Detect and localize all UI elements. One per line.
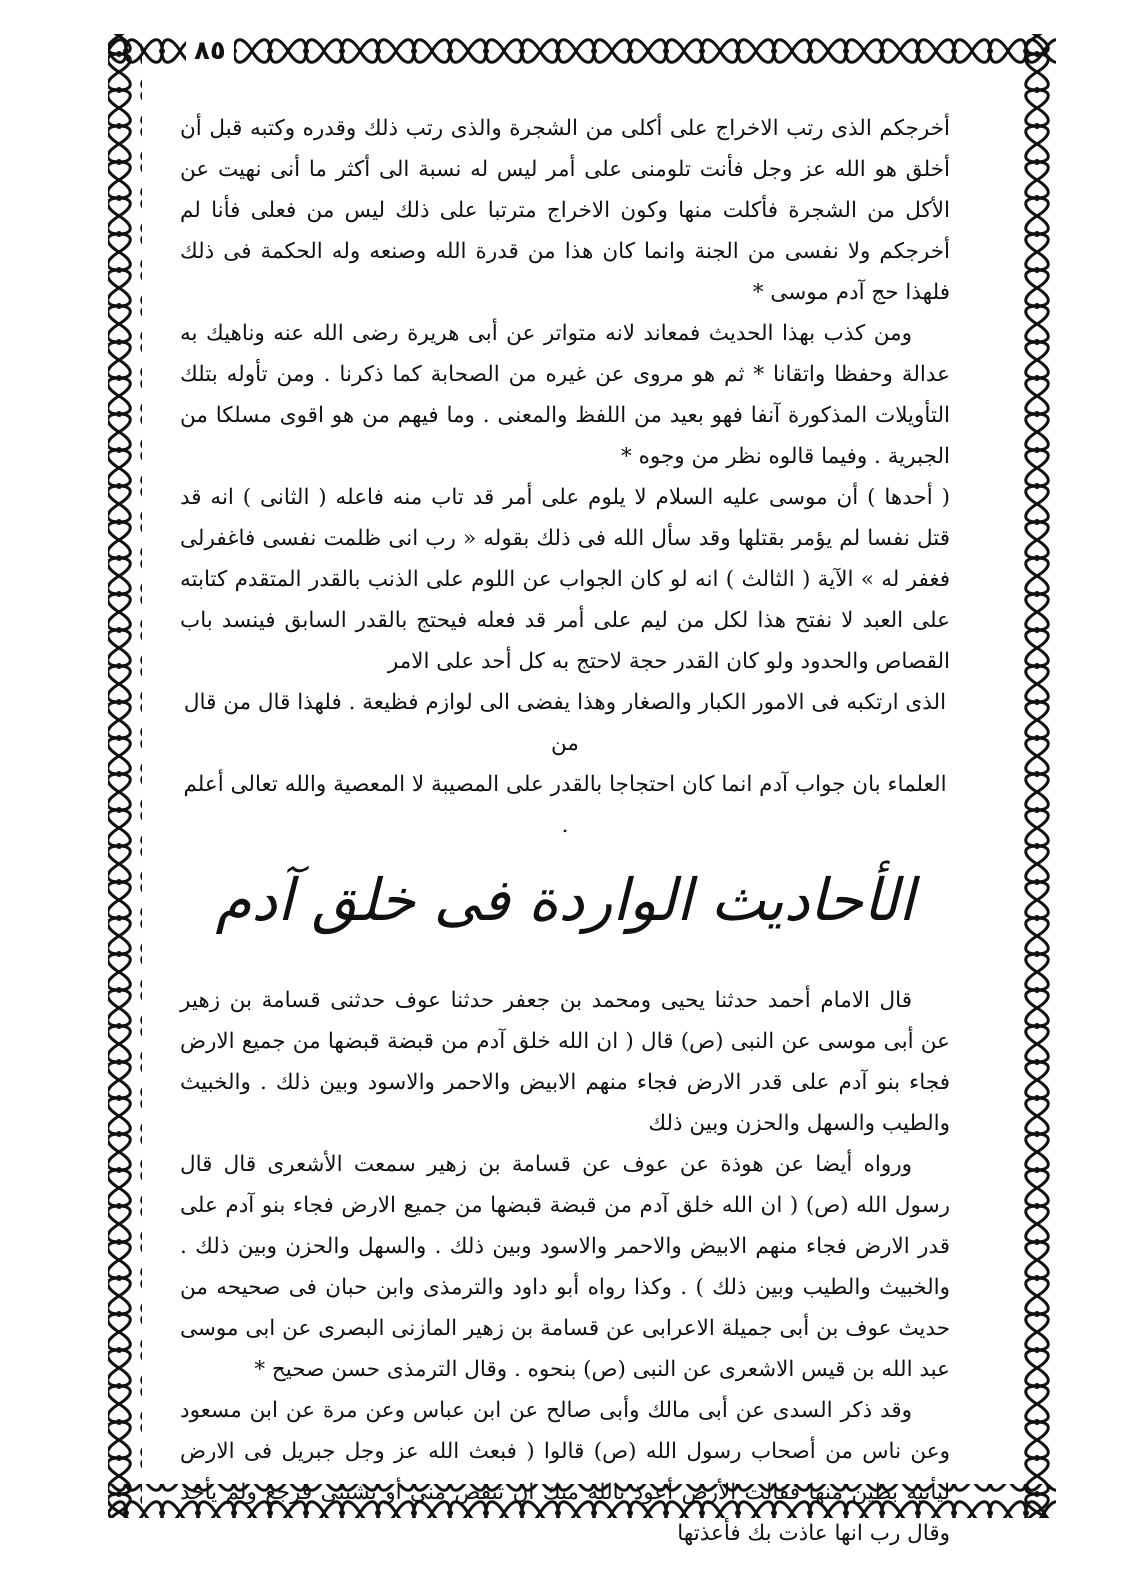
centered-line: الذى ارتكبه فى الامور الكبار والصغار وهذا يفضى الى لوازم فظيعة . فلهذا قال من قال من <box>183 690 947 756</box>
centered-line: العلماء بان جواب آدم انما كان احتجاجا بالقدر على المصيبة لا المعصية والله تعالى أعلم . <box>183 772 947 838</box>
page-body <box>180 108 950 1554</box>
paragraph: ومن كذب بهذا الحديث فمعاند لانه متواتر عن أبى هريرة رضى الله عنه وناهيك به عدالة وحفظا واتقانا * ثم هو مروى عن غيره من الصحابة كما ذكرنا . ومن تأوله بتلك التأويلات المذكورة آنفا فهو بعيد من اللفظ والمعنى . وما فيهم من هو اقوى مسلكا من الجبرية . وفيما قالوه نظر من وجوه * <box>180 321 950 469</box>
paragraph: وقد ذكر السدى عن أبى مالك وأبى صالح عن ابن عباس وعن مرة عن ابن مسعود وعن ناس من أصحاب رسول الله (ص) قالوا ( فبعث الله عز وجل جبريل فى الارض ليأتيه بطين منها فقالت الأرض أعوذ بالله منك ان تنقص منى أو تشينى فرجع ولم يأخذ وقال رب انها عاذت بك فأعذتها <box>180 1398 950 1546</box>
page-number: ٨٥ <box>186 36 234 66</box>
paragraph: قال الامام أحمد حدثنا يحيى ومحمد بن جعفر حدثنا عوف حدثنى قسامة بن زهير عن أبى موسى عن النبى (ص) قال ( ان الله خلق آدم من قبضة قبضها من جميع الارض فجاء بنو آدم على قدر الارض فجاء منهم الابيض والاحمر والاسود وبين ذلك . والخبيث والطيب والسهل والحزن وبين ذلك <box>180 988 950 1136</box>
paragraph: أخرجكم الذى رتب الاخراج على أكلى من الشجرة والذى رتب ذلك وقدره وكتبه قبل أن أخلق هو الله عز وجل فأنت تلومنى على أمر ليس له نسبة الى أكثر ما أنى نهيت عن الأكل من الشجرة فأكلت منها وكون الاخراج مترتبا على ذلك ليس من فعلى فأنا لم أخرجكم ولا نفسى من الجنة وانما كان هذا من قدرة الله وصنعه وله الحكمة فى ذلك فلهذا حج آدم موسى * <box>180 116 950 305</box>
paragraph: ( أحدها ) أن موسى عليه السلام لا يلوم على أمر قد تاب منه فاعله ( الثانى ) انه قد قتل نفسا لم يؤمر بقتلها وقد سأل الله فى ذلك بقوله « رب انى ظلمت نفسى فاغفرلى فغفر له » الآية ( الثالث ) انه لو كان الجواب عن اللوم على الذنب بالقدر المتقدم كتابته على العبد لا نفتح هذا لكل من ليم على أمر قد فعله فيحتج بالقدر السابق فينسد باب القصاص والحدود ولو كان القدر حجة لاحتج به كل أحد على الامر <box>180 485 950 674</box>
paragraph: ورواه أيضا عن هوذة عن عوف عن قسامة بن زهير سمعت الأشعرى قال قال رسول الله (ص) ( ان الله خلق آدم من قبضة قبضها من جميع الارض فجاء بنو آدم على قدر الارض فجاء منهم الابيض والاحمر والاسود وبين ذلك . والسهل والحزن وبين ذلك . والخبيث والطيب وبين ذلك ) . وكذا رواه أبو داود والترمذى وابن حبان فى صحيحه من حديث عوف بن أبى جميلة الاعرابى عن قسامة بن زهير المازنى البصرى عن ابى موسى عبد الله بن قيس الاشعرى عن النبى (ص) بنحوه . وقال الترمذى حسن صحيح * <box>180 1152 950 1382</box>
section-heading: الأحاديث الواردة فى خلق آدم <box>215 866 915 934</box>
